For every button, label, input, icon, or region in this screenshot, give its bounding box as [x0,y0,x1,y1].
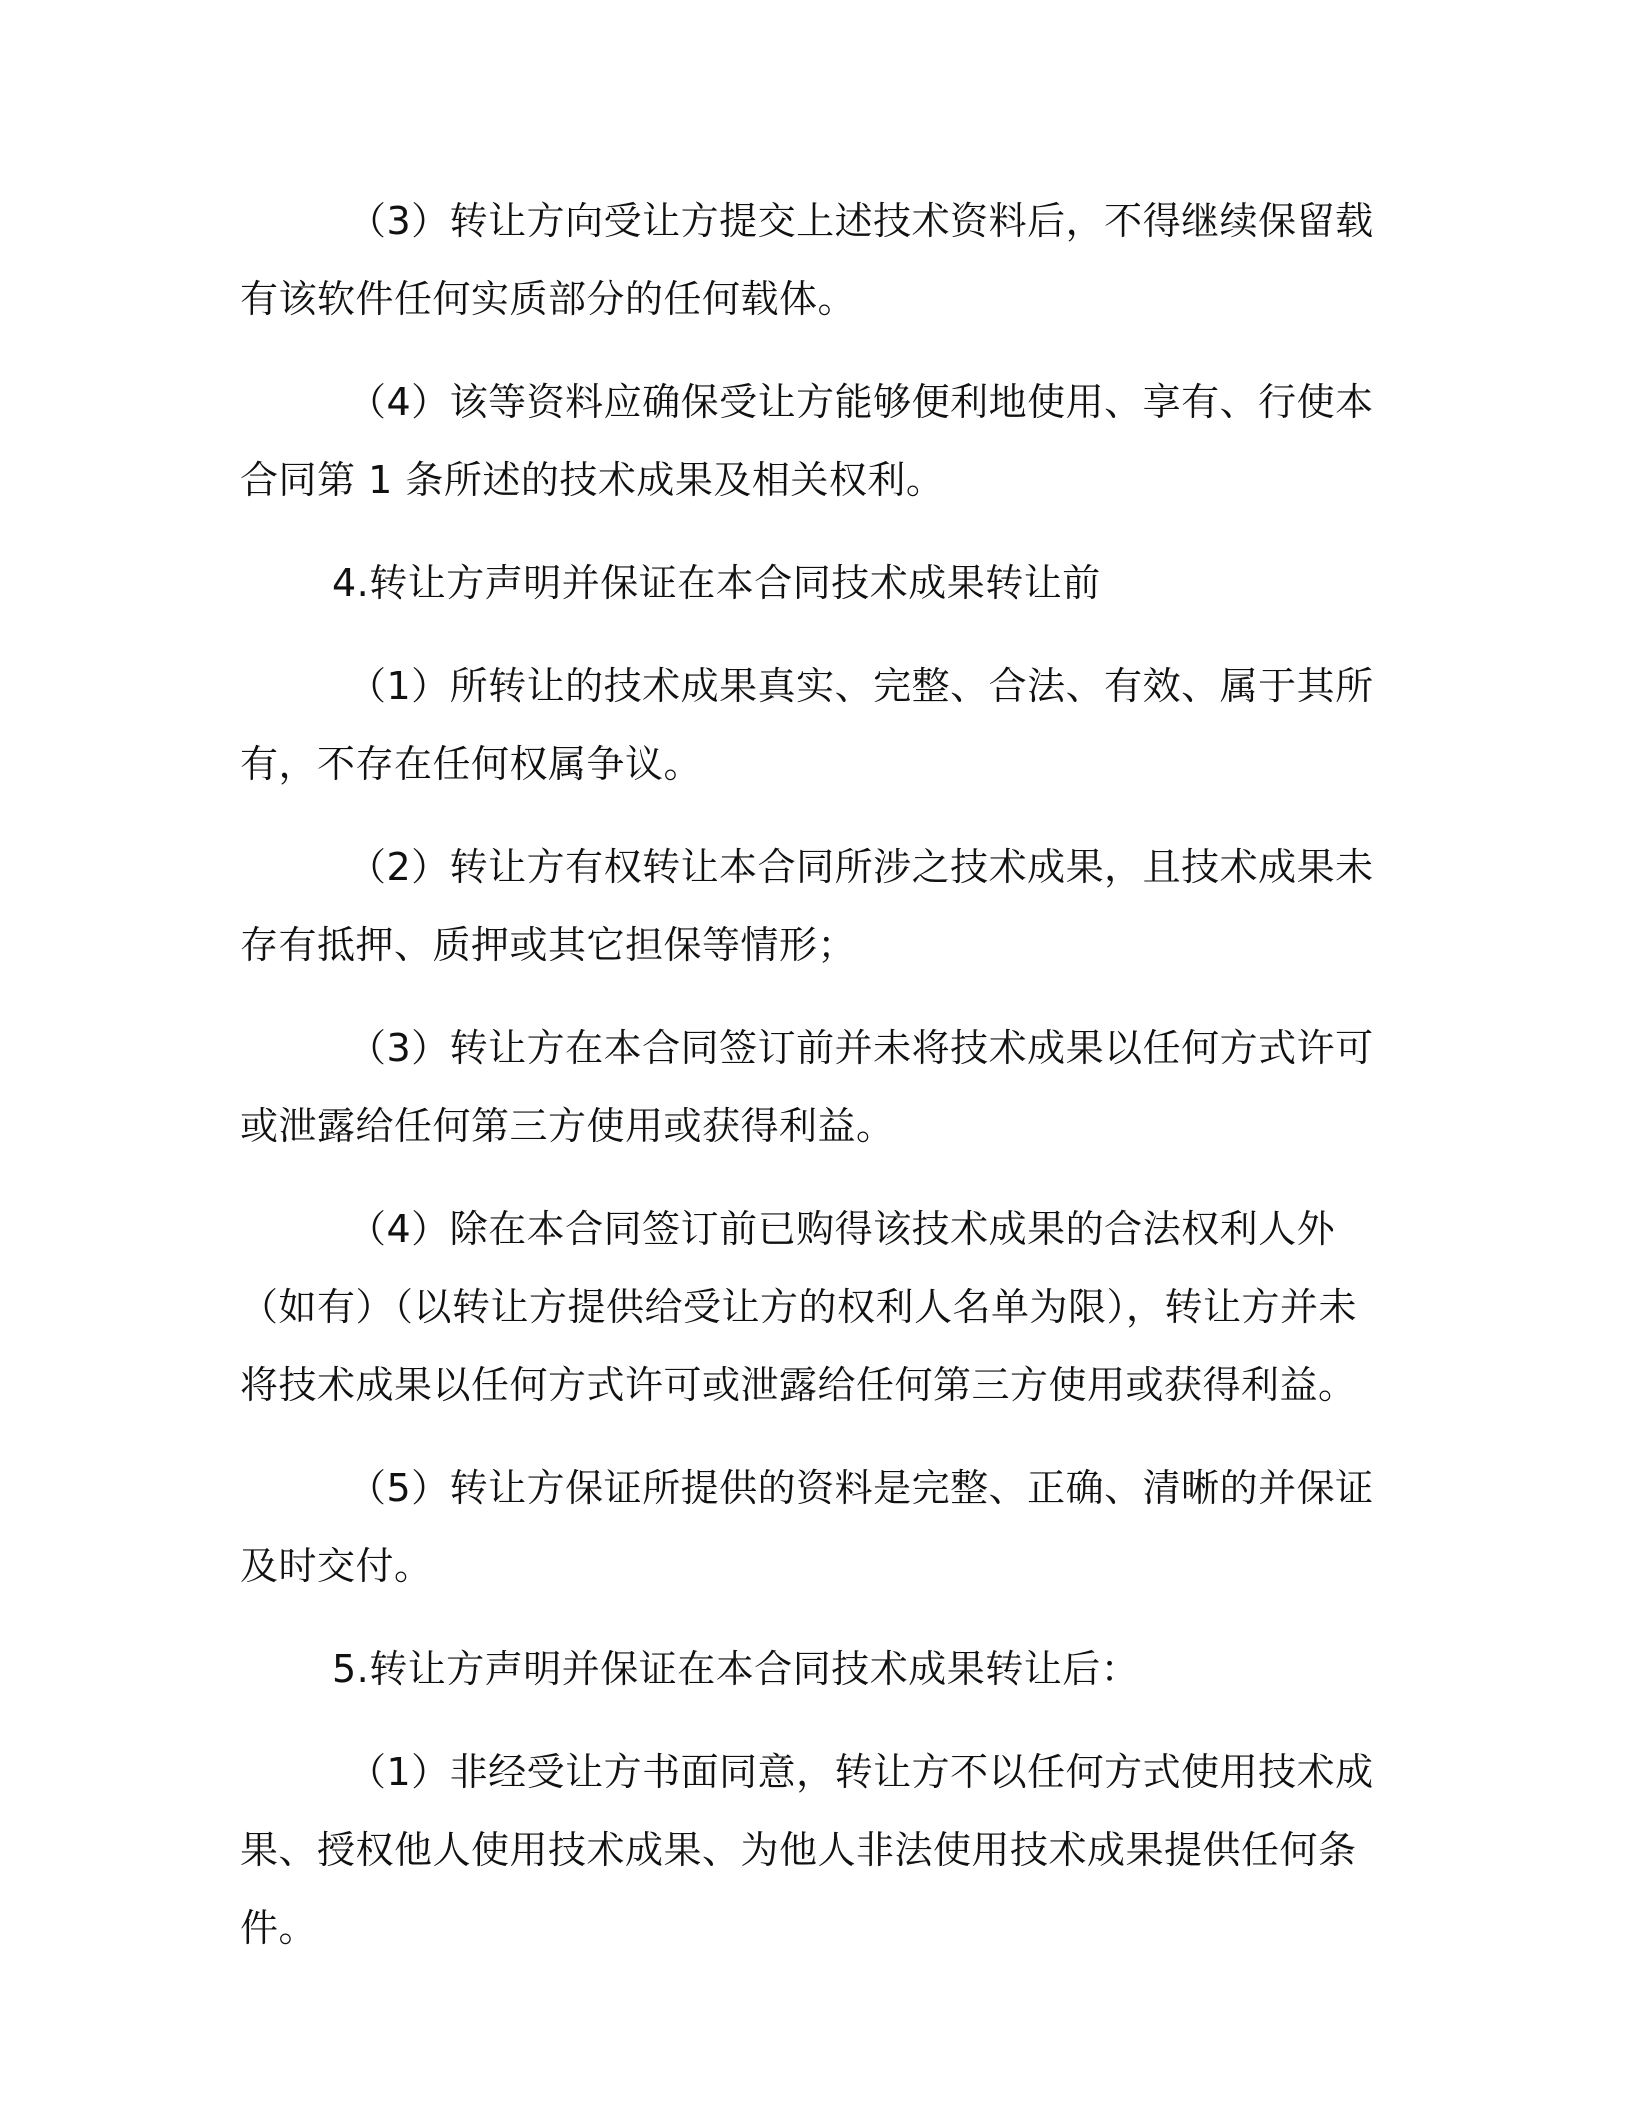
document-body [240,182,1392,1992]
clause-paragraph: （4）除在本合同签订前已购得该技术成果的合法权利人外（如有）（以转让方提供给受让方的权利人名单为限），转让方并未将技术成果以任何方式许可或泄露给任何第三方使用或获得利益。 [240,1207,1358,1407]
section-heading: 4.转让方声明并保证在本合同技术成果转让前 [332,561,1101,605]
clause-paragraph: （4）该等资料应确保受让方能够便利地使用、享有、行使本合同第 1 条所述的技术成果及相关权利。 [240,380,1374,502]
clause-paragraph: （1）所转让的技术成果真实、完整、合法、有效、属于其所有，不存在任何权属争议。 [240,664,1374,786]
clause-paragraph: （1）非经受让方书面同意，转让方不以任何方式使用技术成果、授权他人使用技术成果、为他人非法使用技术成果提供任何条件。 [240,1750,1374,1950]
section-heading: 5.转让方声明并保证在本合同技术成果转让后： [332,1647,1140,1691]
clause-paragraph: （3）转让方向受让方提交上述技术资料后，不得继续保留载有该软件任何实质部分的任何载体。 [240,199,1374,321]
clause-paragraph: （2）转让方有权转让本合同所涉之技术成果，且技术成果未存有抵押、质押或其它担保等情形； [240,845,1374,967]
clause-paragraph: （3）转让方在本合同签订前并未将技术成果以任何方式许可或泄露给任何第三方使用或获得利益。 [240,1026,1374,1148]
clause-paragraph: （5）转让方保证所提供的资料是完整、正确、清晰的并保证及时交付。 [240,1466,1374,1588]
